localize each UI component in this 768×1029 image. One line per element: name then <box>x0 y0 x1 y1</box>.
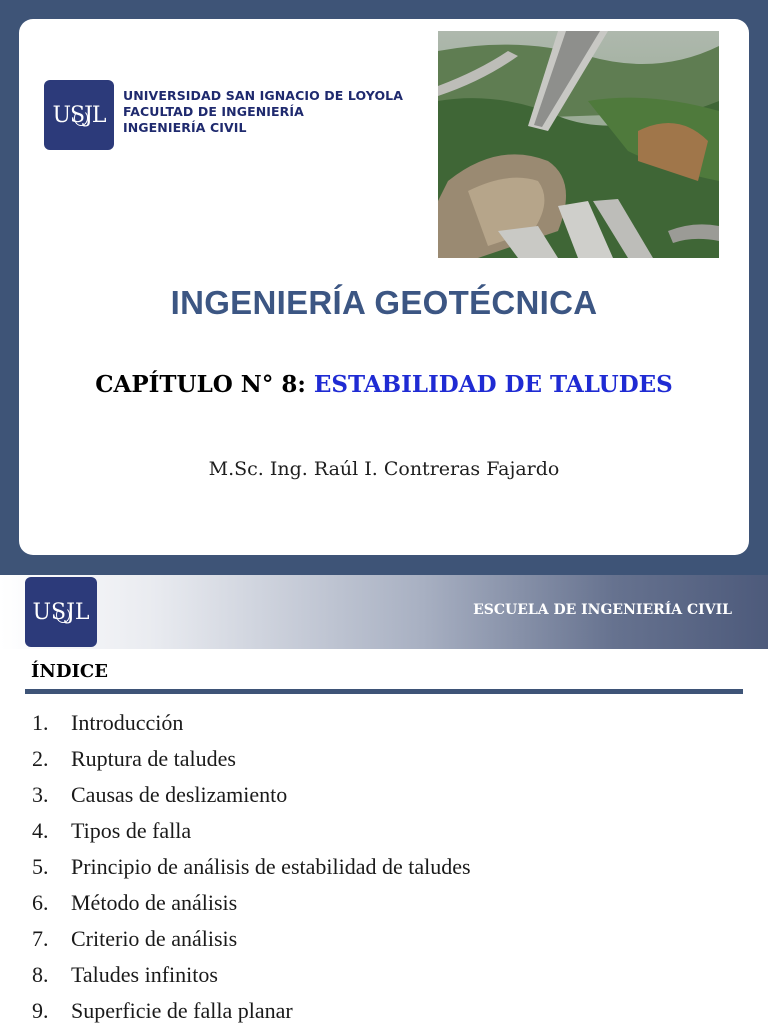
toc-label: Tipos de falla <box>71 818 192 843</box>
logo-text: USJL <box>32 599 90 625</box>
university-name: UNIVERSIDAD SAN IGNACIO DE LOYOLA <box>123 88 404 103</box>
table-of-contents <box>32 705 471 1029</box>
usil-logo-small <box>25 577 97 647</box>
index-heading: ÍNDICE <box>31 661 108 682</box>
university-header <box>123 88 403 136</box>
toc-label: Superficie de falla planar <box>71 998 293 1023</box>
toc-number: 9. <box>32 998 49 1023</box>
toc-label: Taludes infinitos <box>71 962 218 987</box>
toc-number: 8. <box>32 962 49 987</box>
toc-number: 4. <box>32 818 49 843</box>
faculty-name: FACULTAD DE INGENIERÍA <box>123 104 304 119</box>
chapter-title <box>79 369 689 400</box>
landslide-highway-photo <box>438 31 719 258</box>
toc-number: 6. <box>32 890 49 915</box>
title-slide-card <box>19 19 749 555</box>
toc-item <box>32 849 471 885</box>
heading-divider <box>25 689 743 694</box>
toc-item <box>32 885 471 921</box>
toc-item <box>32 705 471 741</box>
chapter-topic: ESTABILIDAD DE TALUDES <box>313 371 673 398</box>
course-title: INGENIERÍA GEOTÉCNICA <box>170 284 598 321</box>
toc-number: 5. <box>32 854 49 879</box>
logo-swirl-icon <box>74 110 88 126</box>
school-name: ESCUELA DE INGENIERÍA CIVIL <box>473 602 732 618</box>
toc-item <box>32 957 471 993</box>
usil-logo <box>44 80 114 150</box>
toc-item <box>32 813 471 849</box>
toc-number: 2. <box>32 746 49 771</box>
toc-label: Causas de deslizamiento <box>71 782 288 807</box>
author-name: M.Sc. Ing. Raúl I. Contreras Fajardo <box>208 458 560 480</box>
index-slide <box>0 575 768 1024</box>
toc-number: 1. <box>32 710 49 735</box>
toc-number: 3. <box>32 782 49 807</box>
program-name: INGENIERÍA CIVIL <box>123 120 247 135</box>
toc-item <box>32 741 471 777</box>
logo-text: USJL <box>52 102 106 128</box>
toc-number: 7. <box>32 926 49 951</box>
toc-item <box>32 777 471 813</box>
logo-swirl-icon <box>56 607 70 623</box>
chapter-prefix: CAPÍTULO N° 8: <box>95 371 314 398</box>
toc-label: Criterio de análisis <box>71 926 238 951</box>
toc-label: Método de análisis <box>71 890 238 915</box>
toc-label: Ruptura de taludes <box>71 746 236 771</box>
landslide-photo-image <box>438 31 719 258</box>
toc-label: Principio de análisis de estabilidad de taludes <box>71 854 471 879</box>
toc-label: Introducción <box>71 710 184 735</box>
school-banner <box>0 575 768 649</box>
toc-item <box>32 921 471 957</box>
